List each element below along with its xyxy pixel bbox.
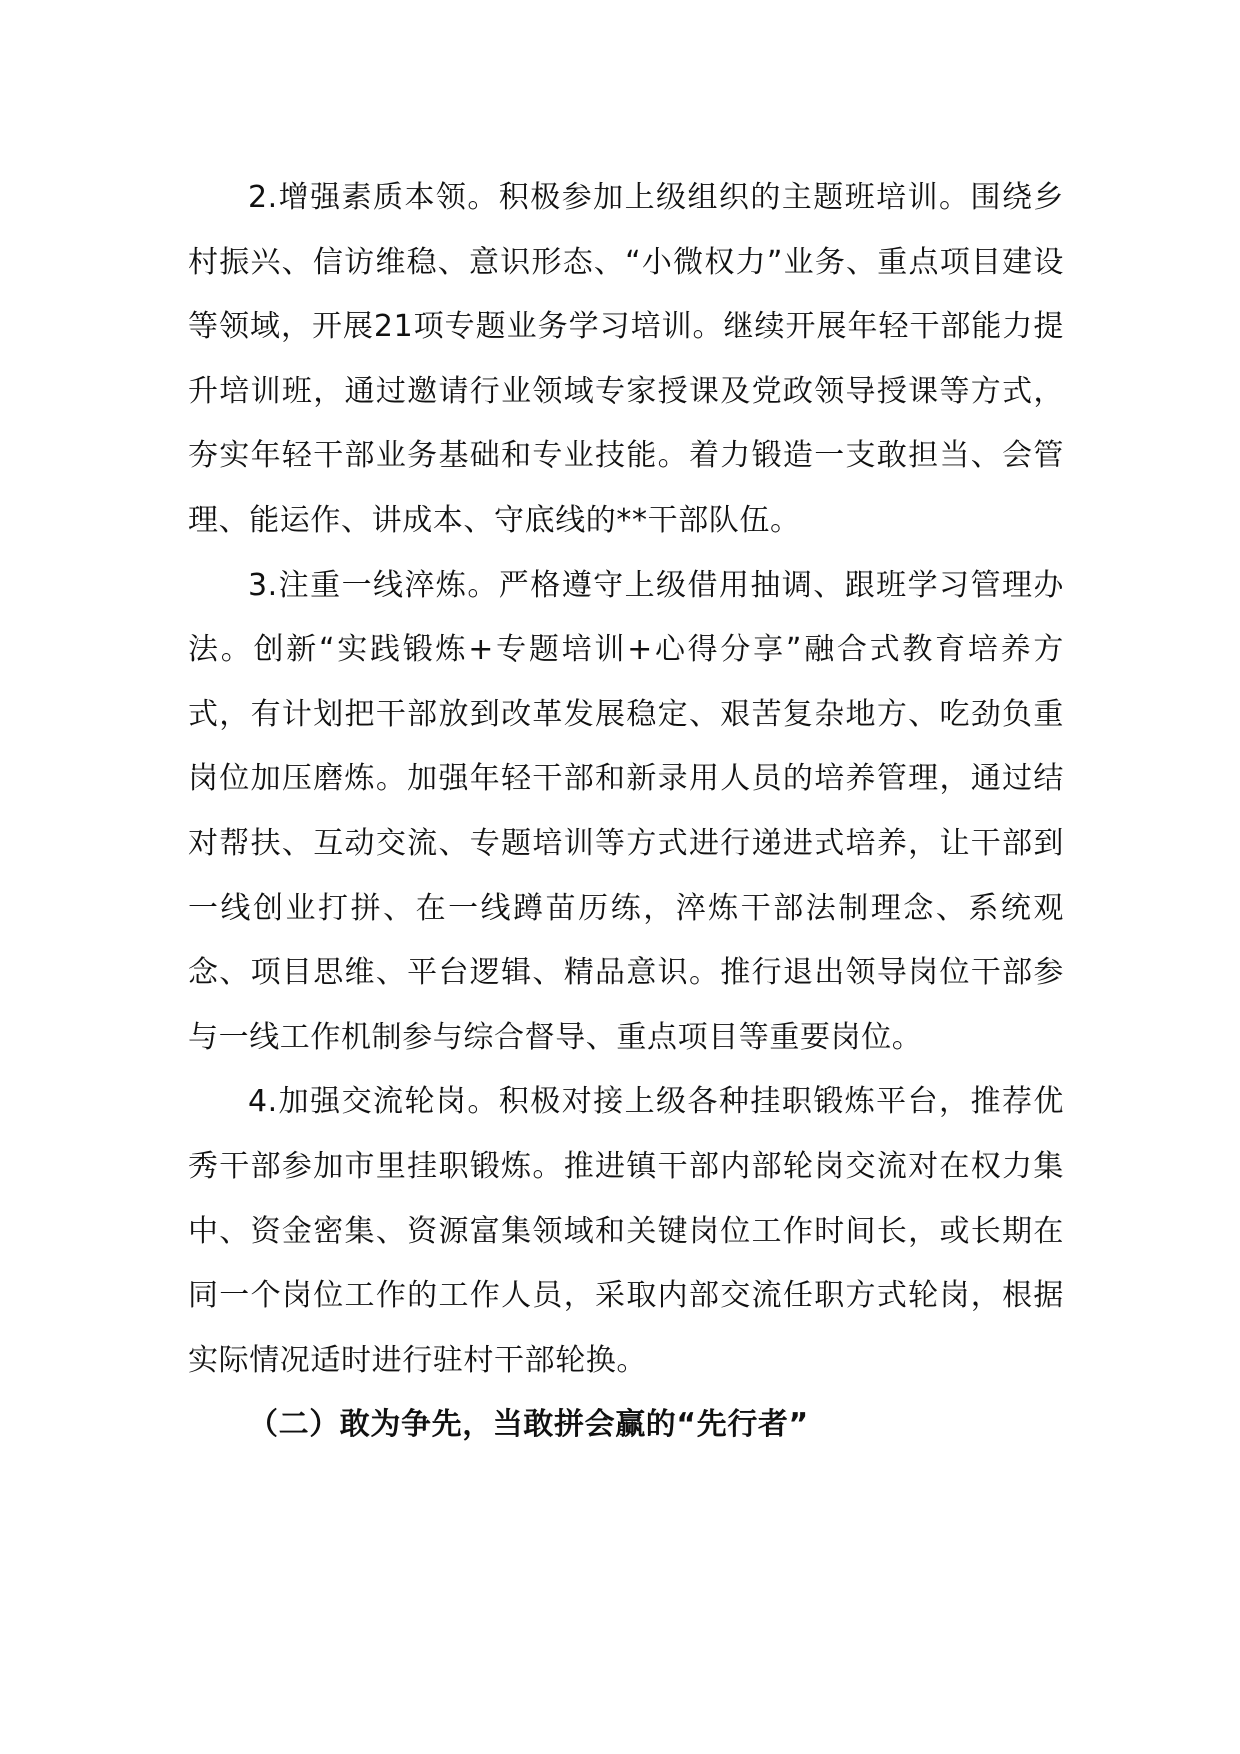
section-heading: （二）敢为争先，当敢拼会赢的“先行者” <box>248 1407 809 1443</box>
paragraph-3-frontline-training: 3.注重一线淬炼。严格遵守上级借用抽调、跟班学习管理办法。创新“实践锻炼+专题培训+心得分享”融合式教育培养方式，有计划把干部放到改革发展稳定、艰苦复杂地方、吃劲负重岗位加压磨炼。加强年轻干部和新录用人员的培养管理，通过结对帮扶、互动交流、专题培训等方式进行递进式培养，让干部到一线创业打拼、在一线蹲苗历练，淬炼干部法制理念、系统观念、项目思维、平台逻辑、精品意识。推行退出领导岗位干部参与一线工作机制参与综合督导、重点项目等重要岗位。 <box>188 567 1064 1055</box>
paragraph-4-job-rotation: 4.加强交流轮岗。积极对接上级各种挂职锻炼平台，推荐优秀干部参加市里挂职锻炼。推进镇干部内部轮岗交流对在权力集中、资金密集、资源富集领域和关键岗位工作时间长，或长期在同一个岗位工作的工作人员，采取内部交流任职方式轮岗，根据实际情况适时进行驻村干部轮换。 <box>188 1084 1064 1378</box>
document-body <box>188 166 1064 1458</box>
paragraph-2-enhance-skills: 2.增强素质本领。积极参加上级组织的主题班培训。围绕乡村振兴、信访维稳、意识形态、“小微权力”业务、重点项目建设等领域，开展21项专题业务学习培训。继续开展年轻干部能力提升培训班，通过邀请行业领域专家授课及党政领导授课等方式，夯实年轻干部业务基础和专业技能。着力锻造一支敢担当、会管理、能运作、讲成本、守底线的**干部队伍。 <box>188 180 1064 538</box>
